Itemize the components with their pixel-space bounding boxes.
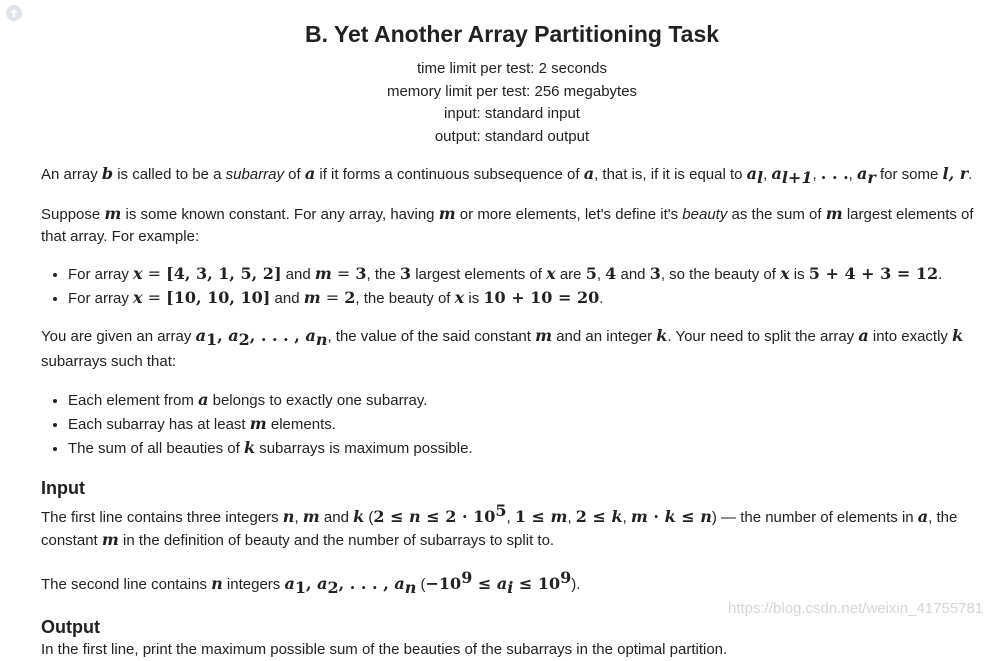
math-array: [10, 10, 10] [166, 288, 271, 307]
text: largest elements of that array. For example: [41, 206, 974, 245]
text: are [555, 266, 586, 283]
text: , the value of the said constant [327, 328, 536, 345]
math-sub: n [315, 330, 328, 349]
text: Suppose [41, 206, 105, 223]
input-heading: Input [41, 478, 85, 498]
text: for some [875, 166, 943, 183]
math-sub: i [507, 578, 514, 597]
math-op: ≤ [472, 574, 497, 593]
text: and [319, 509, 354, 526]
text: subarrays such that: [41, 353, 177, 370]
text: For array [68, 266, 134, 283]
problem-header [0, 19, 1005, 149]
math-var: n [700, 507, 712, 526]
math-op: = [331, 264, 356, 283]
text: as the sum of [727, 206, 826, 223]
math-var: m [535, 326, 553, 345]
text: , [622, 509, 631, 526]
text: Each subarray has at least [68, 416, 250, 433]
math-num: 3 [355, 264, 367, 283]
math-var: n [282, 507, 295, 526]
text: , [294, 509, 303, 526]
math-expr: ≤ 2 · 10 [420, 507, 496, 526]
math-op: = [142, 264, 167, 283]
math-var: m [101, 530, 119, 549]
text: if it forms a continuous subsequence of [315, 166, 584, 183]
math-expr: 5 + 4 + 3 = 12 [808, 264, 939, 283]
examples-list [41, 262, 981, 310]
math-var: k [664, 507, 676, 526]
memory-limit: memory limit per test: 256 megabytes [386, 82, 638, 100]
problem-statement [41, 163, 984, 661]
math-var: k [952, 326, 964, 345]
math-var: a [746, 164, 758, 183]
math-op: = [142, 288, 167, 307]
text: Each element from [68, 392, 199, 409]
text: is [464, 290, 484, 307]
condition-item [68, 388, 981, 412]
math-expr: 10 + 10 = 20 [483, 288, 600, 307]
example-item [68, 286, 981, 310]
math-var: a [317, 574, 328, 593]
math-sub: 1 [294, 578, 306, 597]
math-sub: 1 [205, 330, 218, 349]
math-sup: 5 [495, 501, 507, 520]
text: , [763, 166, 772, 183]
math-sub: n [404, 578, 417, 597]
math-var: m [438, 204, 456, 223]
math-expr: −10 [425, 574, 462, 593]
math-var: x [133, 288, 143, 307]
math-var: k [353, 507, 365, 526]
math-var: k [656, 326, 668, 345]
text: , the constant [41, 509, 958, 549]
math-var: a [305, 326, 316, 345]
text: integers [222, 576, 285, 593]
math-sub: 2 [238, 330, 250, 349]
math-num: 3 [649, 264, 661, 283]
math-var: a [857, 164, 868, 183]
text: subarrays is maximum possible. [255, 440, 473, 457]
text: is [789, 266, 809, 283]
text: ). [571, 576, 581, 593]
text: You are given an array [41, 328, 196, 345]
example-item [68, 262, 981, 286]
math-num: 2 [344, 288, 356, 307]
math-var: m [314, 264, 332, 283]
conditions-list [41, 388, 981, 460]
text: ( [364, 509, 374, 526]
text: of [283, 166, 305, 183]
math-sub: l+1 [781, 168, 813, 187]
math-num: 5 [585, 264, 597, 283]
math-sup: 9 [560, 568, 572, 587]
math-var: m [302, 507, 320, 526]
math-var: m [550, 507, 568, 526]
condition-item [68, 412, 981, 436]
text: The first line contains three integers [41, 509, 283, 526]
math-var: n [211, 574, 223, 593]
math-array: [4, 3, 1, 5, 2] [166, 264, 282, 283]
time-limit: time limit per test: 2 seconds [416, 60, 608, 77]
math-var: a [284, 574, 295, 593]
text: , [848, 166, 857, 183]
text: and [281, 266, 315, 283]
text: , the beauty of [355, 290, 455, 307]
math-sub: r [867, 168, 876, 187]
emphasis: beauty [682, 206, 728, 223]
watermark: https://blog.csdn.net/weixin_41755781 [728, 600, 984, 617]
math-var: a [496, 574, 508, 593]
text: largest elements of [411, 266, 547, 283]
text: For array [68, 290, 134, 307]
text: , so the beauty of [660, 266, 781, 283]
text: in the definition of beauty and the number of subarrays to split to. [118, 532, 555, 549]
math-var: a [198, 390, 209, 409]
math-var: a [771, 164, 782, 183]
output-paragraph: In the first line, print the maximum possible sum of the beauties of the subarrays in the optimal partition. [41, 641, 728, 658]
math-op: · [647, 507, 665, 526]
text: ) — the number of elements in [711, 509, 918, 526]
math-expr: 1 ≤ [514, 507, 551, 526]
text: is called to be a [113, 166, 226, 183]
math-ellipsis: . . . [820, 164, 849, 183]
math-sup: 9 [461, 568, 473, 587]
text: . [599, 290, 604, 307]
math-var: x [133, 264, 143, 283]
output-spec: output: standard output [434, 128, 590, 146]
text: An array [41, 166, 102, 183]
input-spec: input: standard input [444, 105, 580, 123]
math-sep: , . . . , [249, 326, 306, 345]
text: . Your need to split the array [667, 328, 859, 345]
text: The second line contains [41, 576, 212, 593]
text: , [567, 509, 576, 526]
text: , [506, 509, 515, 526]
math-var: m [303, 288, 321, 307]
math-sep: , . . . , [338, 574, 395, 593]
math-var: x [454, 288, 465, 307]
condition-item [68, 436, 981, 460]
input-paragraph-second-line [41, 567, 981, 599]
math-op: = [320, 288, 345, 307]
math-var: a [583, 164, 595, 183]
text: The sum of all beauties of [68, 440, 244, 457]
statement-paragraph-beauty [41, 203, 981, 248]
math-var: b [101, 164, 114, 183]
math-var: a [858, 326, 869, 345]
problem-limits [0, 58, 1005, 149]
math-var: a [304, 164, 316, 183]
math-var: m [249, 414, 267, 433]
problem-title: B. Yet Another Array Partitioning Task [304, 21, 720, 47]
math-var: x [780, 264, 790, 283]
math-num: 3 [399, 264, 412, 283]
statement-paragraph-task [41, 325, 981, 373]
text: and [616, 266, 650, 283]
math-var: x [546, 264, 556, 283]
text: and an integer [552, 328, 657, 345]
output-heading: Output [41, 617, 100, 637]
text: into exactly [868, 328, 953, 345]
text: ( [416, 576, 426, 593]
math-var: m [630, 507, 648, 526]
text: belongs to exactly one subarray. [208, 392, 428, 409]
math-var: k [243, 438, 256, 457]
text: , that is, if it is equal to [594, 166, 747, 183]
text: , [812, 166, 821, 183]
emphasis: subarray [225, 166, 284, 183]
math-var: a [394, 574, 405, 593]
math-sep: , [305, 574, 318, 593]
math-op: ≤ [675, 507, 701, 526]
math-num: 4 [605, 264, 617, 283]
text: and [270, 290, 304, 307]
math-var: l, r [942, 164, 969, 183]
math-sep: , [217, 326, 229, 345]
math-sub: 2 [327, 578, 339, 597]
math-expr: 2 ≤ [373, 507, 410, 526]
text: , the [366, 266, 400, 283]
math-var: k [611, 507, 623, 526]
math-expr: 2 ≤ [575, 507, 612, 526]
input-paragraph-first-line [41, 500, 981, 552]
math-var: m [104, 204, 122, 223]
text: . [938, 266, 943, 283]
math-var: n [409, 507, 421, 526]
math-var: a [195, 326, 206, 345]
text: . [968, 166, 973, 183]
arrow-up-icon [8, 7, 20, 19]
math-var: a [228, 326, 239, 345]
statement-paragraph-subarray [41, 163, 981, 189]
text: elements. [266, 416, 336, 433]
math-expr: ≤ 10 [513, 574, 561, 593]
math-sub: l [757, 168, 764, 187]
math-var: m [825, 204, 843, 223]
text: , [596, 266, 606, 283]
text: or more elements, let's define it's [455, 206, 683, 223]
text: is some known constant. For any array, having [121, 206, 439, 223]
math-var: a [917, 507, 929, 526]
